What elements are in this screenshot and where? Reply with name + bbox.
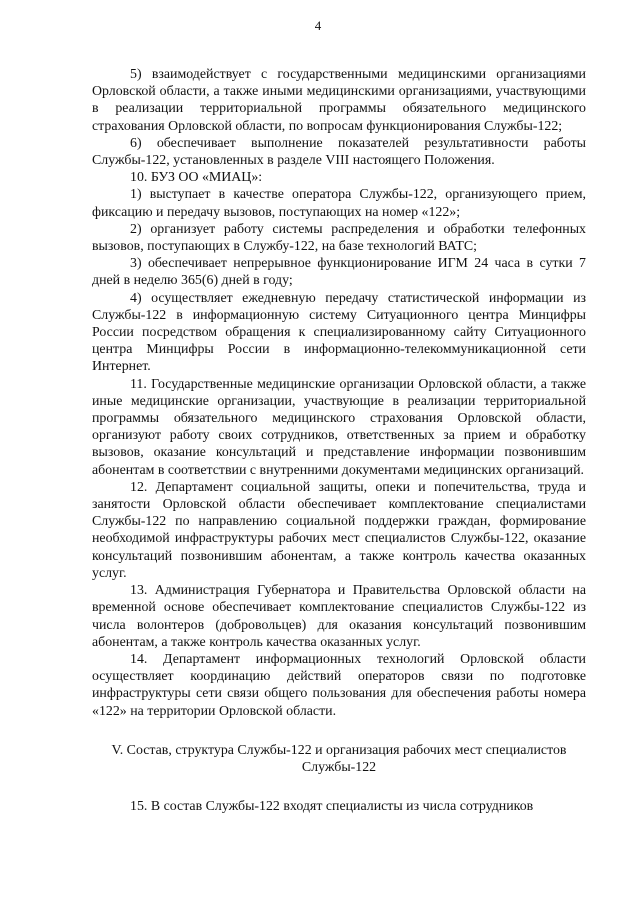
paragraph-item-6: 6) обеспечивает выполнение показателей результативности работы Службы-122, установленных в разделе VIII настоящего Положения. (92, 135, 586, 169)
paragraph-clause-14: 14. Департамент информационных технологий Орловской области осуществляет координацию действий операторов связи по подготовке инфраструктуры сети связи общего пользования для обеспечения работы номера «122» на территории Орловской области. (92, 651, 586, 719)
paragraph-clause-12: 12. Департамент социальной защиты, опеки и попечительства, труда и занятости Орловской области обеспечивает комплектование специалистами Службы-122 по направлению социальной поддержки граждан, формирование необходимой инфраструктуры рабочих мест специалистов Службы-122, оказание консультаций позвонившим абонентам, а также контроль качества оказанных услуг. (92, 479, 586, 581)
section-heading: V. Состав, структура Службы-122 и организация рабочих мест специалистов Службы-122 (111, 742, 567, 775)
paragraph-item-2: 2) организует работу системы распределения и обработки телефонных вызовов, поступающих в Службу-122, на базе технологий ВАТС; (92, 221, 586, 255)
paragraph-clause-10: 10. БУЗ ОО «МИАЦ»: (130, 170, 263, 186)
page-number: 4 (314, 18, 322, 33)
paragraph-item-3: 3) обеспечивает непрерывное функционирование ИГМ 24 часа в сутки 7 дней в неделю 365(6) дней в году; (92, 256, 586, 289)
paragraph-clause-15: 15. В состав Службы-122 входят специалисты из числа сотрудников (130, 799, 534, 815)
paragraph-clause-13: 13. Администрация Губернатора и Правительства Орловской области на временной основе обеспечивает комплектование специалистов Службы-122 из числа волонтеров (добровольцев) для оказания консультаций позвонившим абонентам, а также контроль качества оказанных услуг. (92, 583, 586, 650)
document-body (92, 66, 586, 815)
paragraph-item-5: 5) взаимодействует с государственными медицинскими организациями Орловской области, а также иными медицинскими организациями, участвующими в реализации территориальной программы обязательного медицинского страхования Орловской области, по вопросам функционирования Службы-122; (92, 67, 586, 134)
paragraph-item-1: 1) выступает в качестве оператора Службы-122, организующего прием, фиксацию и передачу вызовов, поступающих на номер «122»; (92, 187, 586, 220)
paragraph-item-4: 4) осуществляет ежедневную передачу статистической информации из Службы-122 в информационную систему Ситуационного центра Минцифры России посредством обращения к специализированному сайту Ситуационного центра Минцифры России в информационно-телекоммуникационной сети Интернет. (92, 290, 586, 375)
paragraph-clause-11: 11. Государственные медицинские организации Орловской области, а также иные медицинские организации, участвующие в реализации территориальной программы обязательного медицинского страхования Орловской области, организуют работу своих сотрудников, ответственных за прием и обработку вызовов, оказание консультаций и представление информации позвонившим абонентам в соответствии с внутренними документами медицинских организаций. (92, 376, 586, 478)
